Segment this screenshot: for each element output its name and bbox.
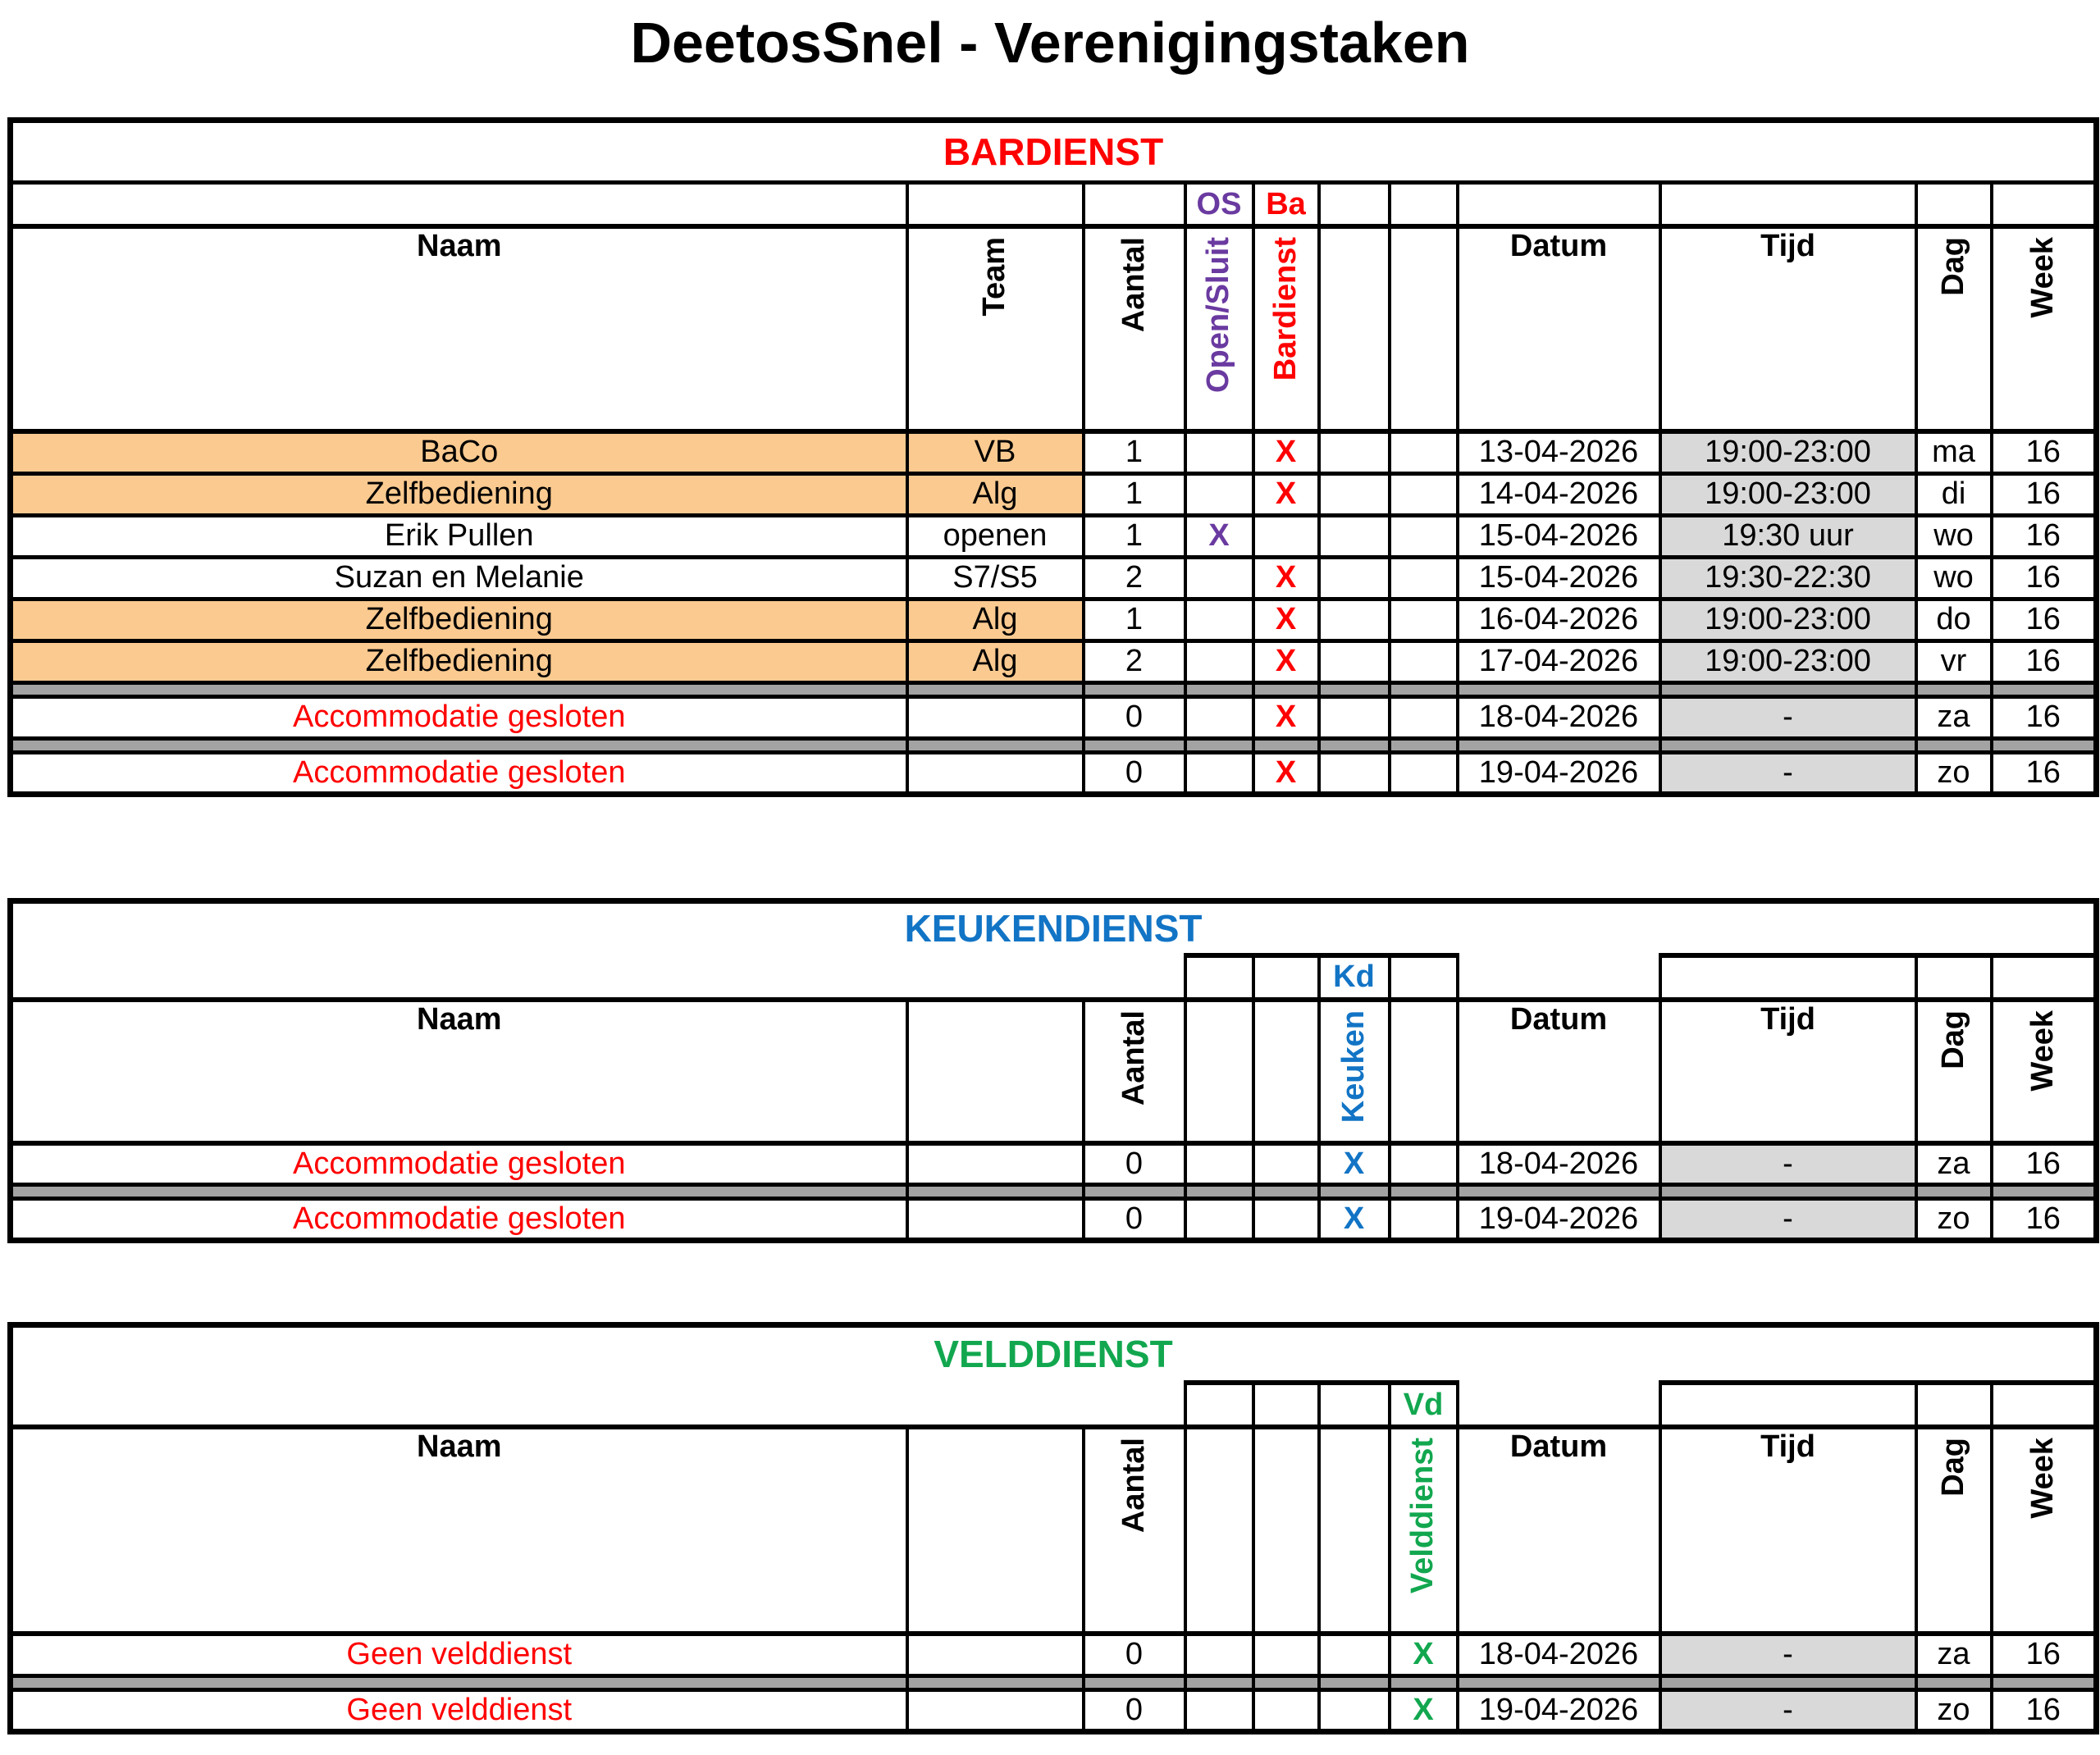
velddienst-cell: X [1390, 1634, 1458, 1675]
tijd-cell: 19:00-23:00 [1660, 431, 1916, 473]
empty-cell [1390, 696, 1458, 738]
week-cell: 16 [1992, 696, 2097, 738]
velddienst-header: Velddienst [1390, 1427, 1458, 1634]
empty-cell [1084, 183, 1185, 227]
aantal-cell: 0 [1084, 752, 1185, 794]
bardienst-cell: X [1253, 599, 1319, 640]
table-row [11, 640, 2097, 682]
open-sluit-cell [1185, 752, 1253, 794]
kd-mini-label: Kd [1319, 955, 1390, 1000]
open-sluit-cell [1185, 431, 1253, 473]
empty-cell [1319, 752, 1390, 794]
dag-cell: wo [1916, 557, 1992, 599]
tijd-cell: 19:00-23:00 [1660, 640, 1916, 682]
empty-cell [1319, 696, 1390, 738]
open-sluit-cell [1185, 473, 1253, 515]
separator-row [11, 1675, 2097, 1689]
dag-cell: wo [1916, 515, 1992, 557]
empty-cell [1390, 599, 1458, 640]
datum-cell: 14-04-2026 [1458, 473, 1660, 515]
empty-cell [1390, 431, 1458, 473]
tijd-cell: 19:00-23:00 [1660, 599, 1916, 640]
open-sluit-cell: X [1185, 515, 1253, 557]
empty-cell [1319, 599, 1390, 640]
naam-cell: BaCo [11, 431, 907, 473]
datum-cell: 13-04-2026 [1458, 431, 1660, 473]
keukendienst-section-title: KEUKENDIENST [904, 906, 1203, 950]
empty-cell [1319, 226, 1390, 431]
week-cell: 16 [1992, 557, 2097, 599]
velddienst-section-title: VELDDIENST [934, 1333, 1173, 1375]
section-title-row [11, 121, 2097, 183]
vd-mini-label: Vd [1390, 1383, 1458, 1427]
tijd-cell: 19:00-23:00 [1660, 473, 1916, 515]
dag-header: Dag [1916, 1427, 1992, 1634]
dag-cell: zo [1916, 1199, 1992, 1241]
bardienst-cell [1253, 515, 1319, 557]
naam-header: Naam [11, 1427, 907, 1634]
dag-cell: za [1916, 1634, 1992, 1675]
table-row [11, 515, 2097, 557]
tijd-header: Tijd [1660, 1000, 1916, 1143]
naam-cell: Accommodatie gesloten [11, 1199, 907, 1241]
separator-row [11, 1185, 2097, 1199]
tijd-cell: - [1660, 1689, 1916, 1731]
empty-cell [1253, 1634, 1319, 1675]
empty-cell [1390, 752, 1458, 794]
dag-header: Dag [1916, 226, 1992, 431]
dag-cell: za [1916, 696, 1992, 738]
open-sluit-header: Open/Sluit [1185, 226, 1253, 431]
short-code-row [11, 183, 2097, 227]
open-sluit-cell [1185, 599, 1253, 640]
empty-cell [1390, 473, 1458, 515]
dag-cell: do [1916, 599, 1992, 640]
week-cell: 16 [1992, 1634, 2097, 1675]
empty-cell [1319, 183, 1390, 227]
empty-cell [1458, 955, 1660, 1000]
team-cell: VB [907, 431, 1084, 473]
week-cell: 16 [1992, 473, 2097, 515]
dag-cell: vr [1916, 640, 1992, 682]
section-title-row [11, 900, 2097, 955]
team-cell [907, 1199, 1084, 1241]
empty-cell [1253, 955, 1319, 1000]
empty-cell [1390, 557, 1458, 599]
aantal-cell: 0 [1084, 1689, 1185, 1731]
datum-cell: 18-04-2026 [1458, 1634, 1660, 1675]
week-header: Week [1992, 226, 2097, 431]
empty-cell [1253, 1427, 1319, 1634]
keukendienst-table [7, 898, 2099, 1244]
ba-mini-label: Ba [1253, 183, 1319, 227]
tijd-header: Tijd [1660, 1427, 1916, 1634]
datum-cell: 19-04-2026 [1458, 752, 1660, 794]
empty-cell [1390, 1199, 1458, 1241]
empty-cell [1319, 557, 1390, 599]
empty-cell [11, 1383, 1185, 1427]
empty-cell [1185, 1383, 1253, 1427]
empty-cell [1660, 955, 1916, 1000]
naam-cell: Suzan en Melanie [11, 557, 907, 599]
table-row [11, 1689, 2097, 1731]
table-row [11, 557, 2097, 599]
empty-cell [1916, 1383, 1992, 1427]
naam-header: Naam [11, 1000, 907, 1143]
table-row [11, 431, 2097, 473]
naam-cell: Accommodatie gesloten [11, 696, 907, 738]
dag-header: Dag [1916, 1000, 1992, 1143]
week-cell: 16 [1992, 1199, 2097, 1241]
keuken-cell: X [1319, 1199, 1390, 1241]
table-row [11, 752, 2097, 794]
week-header: Week [1992, 1000, 2097, 1143]
naam-cell: Geen velddienst [11, 1634, 907, 1675]
separator-row [11, 738, 2097, 752]
page-title: DeetosSnel - Verenigingstaken [630, 11, 1470, 75]
dag-cell: ma [1916, 431, 1992, 473]
short-code-row [11, 1383, 2097, 1427]
empty-cell [1390, 1000, 1458, 1143]
empty-cell [1253, 1689, 1319, 1731]
naam-cell: Zelfbediening [11, 640, 907, 682]
open-sluit-cell [1185, 557, 1253, 599]
header-row [11, 226, 2097, 431]
empty-cell [1319, 1427, 1390, 1634]
bardienst-cell: X [1253, 431, 1319, 473]
keuken-cell: X [1319, 1143, 1390, 1185]
datum-cell: 17-04-2026 [1458, 640, 1660, 682]
empty-cell [1992, 1383, 2097, 1427]
week-cell: 16 [1992, 431, 2097, 473]
empty-cell [1916, 183, 1992, 227]
aantal-cell: 2 [1084, 557, 1185, 599]
empty-cell [11, 183, 907, 227]
empty-cell [1319, 431, 1390, 473]
team-cell [907, 1689, 1084, 1731]
week-header: Week [1992, 1427, 2097, 1634]
separator-row [11, 682, 2097, 696]
datum-header: Datum [1458, 226, 1660, 431]
tijd-header: Tijd [1660, 226, 1916, 431]
empty-cell [1185, 1634, 1253, 1675]
datum-header: Datum [1458, 1427, 1660, 1634]
week-cell: 16 [1992, 752, 2097, 794]
bardienst-cell: X [1253, 557, 1319, 599]
naam-cell: Zelfbediening [11, 599, 907, 640]
empty-cell [1319, 640, 1390, 682]
bardienst-header: Bardienst [1253, 226, 1319, 431]
empty-cell [1319, 473, 1390, 515]
team-cell: Alg [907, 599, 1084, 640]
datum-cell: 18-04-2026 [1458, 696, 1660, 738]
week-cell: 16 [1992, 1689, 2097, 1731]
empty-cell [1992, 183, 2097, 227]
team-cell [907, 696, 1084, 738]
os-mini-label: OS [1185, 183, 1253, 227]
dag-cell: di [1916, 473, 1992, 515]
bardienst-table [7, 117, 2099, 797]
velddienst-cell: X [1390, 1689, 1458, 1731]
week-cell: 16 [1992, 515, 2097, 557]
naam-cell: Geen velddienst [11, 1689, 907, 1731]
keuken-header: Keuken [1319, 1000, 1390, 1143]
empty-cell [1660, 1383, 1916, 1427]
dag-cell: zo [1916, 752, 1992, 794]
team-cell [907, 752, 1084, 794]
table-row [11, 473, 2097, 515]
empty-cell [1185, 1199, 1253, 1241]
empty-cell [1390, 1143, 1458, 1185]
empty-cell [1319, 1689, 1390, 1731]
header-row [11, 1000, 2097, 1143]
team-cell: S7/S5 [907, 557, 1084, 599]
empty-cell [1253, 1199, 1319, 1241]
team-cell: openen [907, 515, 1084, 557]
week-cell: 16 [1992, 640, 2097, 682]
empty-cell [1390, 955, 1458, 1000]
aantal-cell: 1 [1084, 515, 1185, 557]
week-cell: 16 [1992, 599, 2097, 640]
aantal-cell: 0 [1084, 1143, 1185, 1185]
empty-cell [1458, 183, 1660, 227]
week-cell: 16 [1992, 1143, 2097, 1185]
empty-cell [1390, 183, 1458, 227]
dag-cell: za [1916, 1143, 1992, 1185]
team-cell: Alg [907, 473, 1084, 515]
aantal-cell: 1 [1084, 431, 1185, 473]
naam-header: Naam [11, 226, 907, 431]
tijd-cell: - [1660, 1634, 1916, 1675]
datum-cell: 15-04-2026 [1458, 515, 1660, 557]
table-row [11, 599, 2097, 640]
datum-cell: 19-04-2026 [1458, 1199, 1660, 1241]
naam-cell: Erik Pullen [11, 515, 907, 557]
team-header: Team [907, 226, 1084, 431]
tijd-cell: 19:30-22:30 [1660, 557, 1916, 599]
datum-cell: 19-04-2026 [1458, 1689, 1660, 1731]
aantal-header: Aantal [1084, 1427, 1185, 1634]
empty-cell [1390, 515, 1458, 557]
section-title-row [11, 1325, 2097, 1383]
empty-cell [907, 1427, 1084, 1634]
tijd-cell: - [1660, 696, 1916, 738]
datum-header: Datum [1458, 1000, 1660, 1143]
short-code-row [11, 955, 2097, 1000]
empty-cell [1660, 183, 1916, 227]
naam-cell: Accommodatie gesloten [11, 752, 907, 794]
empty-cell [1185, 955, 1253, 1000]
bardienst-cell: X [1253, 640, 1319, 682]
empty-cell [1253, 1383, 1319, 1427]
team-cell [907, 1143, 1084, 1185]
empty-cell [1458, 1383, 1660, 1427]
empty-cell [907, 183, 1084, 227]
bardienst-cell: X [1253, 696, 1319, 738]
empty-cell [1390, 226, 1458, 431]
table-row [11, 1634, 2097, 1675]
aantal-header: Aantal [1084, 1000, 1185, 1143]
tijd-cell: - [1660, 1143, 1916, 1185]
datum-cell: 15-04-2026 [1458, 557, 1660, 599]
empty-cell [1185, 1689, 1253, 1731]
empty-cell [1185, 1000, 1253, 1143]
open-sluit-cell [1185, 696, 1253, 738]
aantal-header: Aantal [1084, 226, 1185, 431]
empty-cell [1319, 1634, 1390, 1675]
table-row [11, 1199, 2097, 1241]
empty-cell [1253, 1143, 1319, 1185]
tijd-cell: - [1660, 752, 1916, 794]
bardienst-section-title: BARDIENST [11, 121, 2097, 183]
empty-cell [1390, 640, 1458, 682]
header-row [11, 1427, 2097, 1634]
tijd-cell: 19:30 uur [1660, 515, 1916, 557]
empty-cell [11, 955, 1185, 1000]
bardienst-cell: X [1253, 752, 1319, 794]
empty-cell [1992, 955, 2097, 1000]
empty-cell [907, 1000, 1084, 1143]
table-row [11, 1143, 2097, 1185]
table-row [11, 696, 2097, 738]
aantal-cell: 2 [1084, 640, 1185, 682]
aantal-cell: 1 [1084, 599, 1185, 640]
dag-cell: zo [1916, 1689, 1992, 1731]
aantal-cell: 0 [1084, 696, 1185, 738]
empty-cell [1319, 1383, 1390, 1427]
empty-cell [1185, 1427, 1253, 1634]
velddienst-table [7, 1322, 2099, 1734]
open-sluit-cell [1185, 640, 1253, 682]
datum-cell: 18-04-2026 [1458, 1143, 1660, 1185]
tijd-cell: - [1660, 1199, 1916, 1241]
aantal-cell: 0 [1084, 1634, 1185, 1675]
empty-cell [1253, 1000, 1319, 1143]
aantal-cell: 1 [1084, 473, 1185, 515]
naam-cell: Zelfbediening [11, 473, 907, 515]
empty-cell [1319, 515, 1390, 557]
empty-cell [1185, 1143, 1253, 1185]
team-cell: Alg [907, 640, 1084, 682]
aantal-cell: 0 [1084, 1199, 1185, 1241]
empty-cell [1916, 955, 1992, 1000]
datum-cell: 16-04-2026 [1458, 599, 1660, 640]
bardienst-cell: X [1253, 473, 1319, 515]
team-cell [907, 1634, 1084, 1675]
naam-cell: Accommodatie gesloten [11, 1143, 907, 1185]
